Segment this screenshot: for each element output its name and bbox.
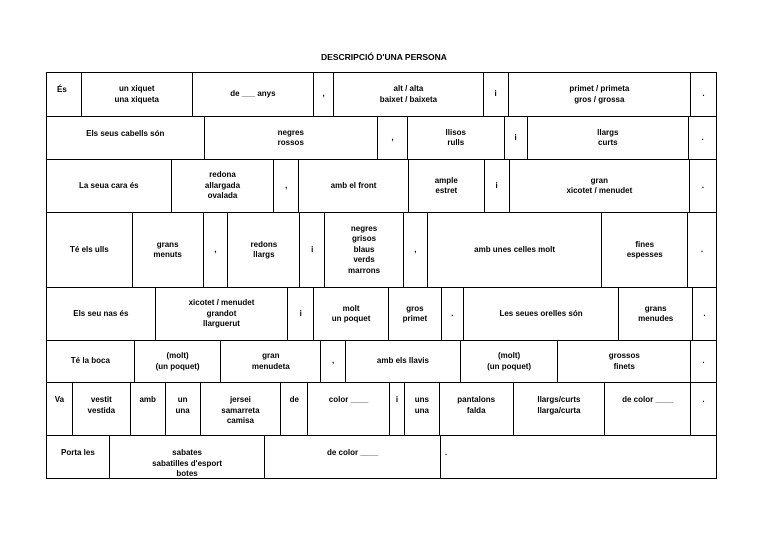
cell-punct: ,: [314, 73, 334, 116]
cell-option: xicotet / menudet grandot llarguerut: [156, 288, 289, 340]
table-row-shoes: [46, 435, 717, 479]
cell-option: negres rossos: [205, 117, 378, 159]
cell-option: un xiquet una xiqueta: [82, 73, 193, 116]
cell-option: jersei samarreta camisa: [201, 383, 282, 435]
cell-option: gran xicotet / menudet: [510, 160, 690, 212]
cell-option: alt / alta baixet / baixeta: [334, 73, 484, 116]
cell-punct: .: [700, 244, 704, 254]
cell-punct: .: [702, 356, 705, 366]
cell-option: llargs/curts llarga/curta: [514, 383, 606, 435]
cell-conj: i: [300, 213, 325, 287]
cell-label: Té els ulls: [47, 213, 133, 287]
cell-option: negres grisos blaus verds marrons: [325, 213, 404, 287]
cell-text: amb els llavis: [346, 341, 461, 382]
cell-punct: ,: [321, 341, 346, 382]
cell-punct: .: [444, 448, 448, 457]
cell-conj: i: [288, 288, 314, 340]
cell-punct: .: [702, 395, 705, 404]
cell-option: (molt) (un poquet): [135, 341, 222, 382]
cell-option: (molt) (un poquet): [461, 341, 559, 382]
cell-text: de: [281, 383, 308, 435]
cell-option: gran menudeta: [221, 341, 321, 382]
cell-punct: ,: [378, 117, 408, 159]
table-row-hair: [46, 116, 717, 160]
cell-text: de color ____: [605, 383, 691, 435]
cell-text: amb unes celles molt: [428, 213, 602, 287]
cell-punct: ,: [274, 160, 299, 212]
cell-text: de color ____: [265, 436, 440, 478]
cell-option: llargs curts: [528, 117, 690, 159]
cell-option: gros primet: [389, 288, 442, 340]
table-row-eyes: [46, 212, 717, 288]
cell-option: primet / primeta gros / grossa: [509, 73, 691, 116]
cell-label: La seua cara és: [47, 160, 172, 212]
cell-option: vestit vestida: [73, 383, 131, 435]
cell-label: Els seus cabells són: [47, 117, 205, 159]
table-row-mouth: [46, 340, 717, 383]
cell-punct: ,: [204, 213, 229, 287]
cell-punct: .: [702, 89, 705, 99]
cell-option: ample estret: [409, 160, 485, 212]
cell-option: un una: [166, 383, 201, 435]
cell-text: color ____: [308, 383, 390, 435]
page-title: DESCRIPCIÓ D'UNA PERSONA: [321, 52, 447, 62]
cell-option: sabates sabatilles d'esport botes: [110, 436, 266, 478]
table-row-face: [46, 159, 717, 213]
cell-punct: .: [703, 308, 706, 318]
cell-label: És: [47, 73, 82, 116]
cell-label: Va: [47, 383, 73, 435]
cell-option: fines espesses: [602, 213, 688, 287]
cell-text: Les seues orelles són: [464, 288, 620, 340]
cell-punct: .: [442, 288, 464, 340]
cell-conj: i: [484, 73, 509, 116]
cell-option: redona allargada ovalada: [172, 160, 275, 212]
cell-label: Porta les: [47, 436, 110, 478]
cell-option: grans menuts: [133, 213, 204, 287]
cell-label: Els seu nas és: [47, 288, 156, 340]
cell-option: redons llargs: [228, 213, 300, 287]
cell-punct: ,: [404, 213, 428, 287]
cell-option: grans menudes: [619, 288, 693, 340]
table-row-nose-ears: [46, 287, 717, 341]
cell-option: pantalons falda: [440, 383, 514, 435]
cell-label: Té la boca: [47, 341, 135, 382]
cell-option: llisos rulls: [408, 117, 505, 159]
cell-text: amb: [131, 383, 166, 435]
cell-conj: i: [390, 383, 405, 435]
cell-text: de ___ anys: [193, 73, 315, 116]
cell-option: molt un poquet: [314, 288, 389, 340]
cell-conj: i: [485, 160, 510, 212]
cell-punct: .: [701, 180, 705, 190]
cell-punct: .: [701, 132, 704, 142]
table-row-age: [46, 72, 717, 117]
cell-text: amb el front: [299, 160, 409, 212]
cell-option: uns una: [405, 383, 440, 435]
cell-conj: i: [505, 117, 528, 159]
table-row-clothes: [46, 382, 717, 436]
cell-option: grossos finets: [558, 341, 691, 382]
